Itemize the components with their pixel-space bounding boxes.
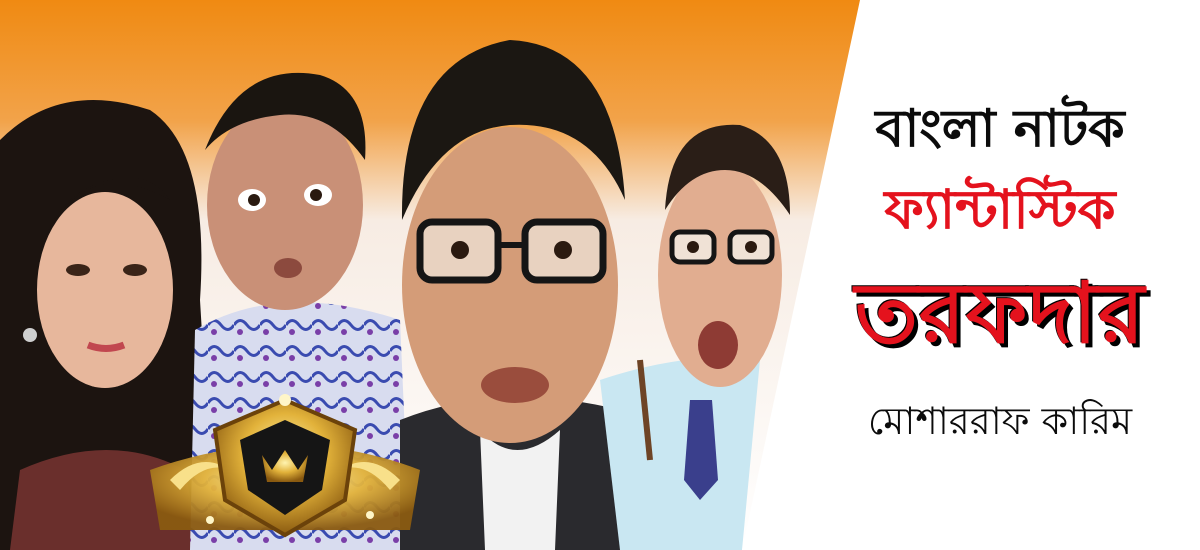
title-panel	[800, 0, 1200, 550]
actor-name: মোশাররাফ কারিম	[867, 399, 1133, 443]
drama-title-line1: ফ্যান্টাস্টিক	[884, 178, 1116, 241]
category-label: বাংলা নাটক	[875, 99, 1125, 159]
drama-title-line2: তরফদার	[854, 264, 1146, 362]
